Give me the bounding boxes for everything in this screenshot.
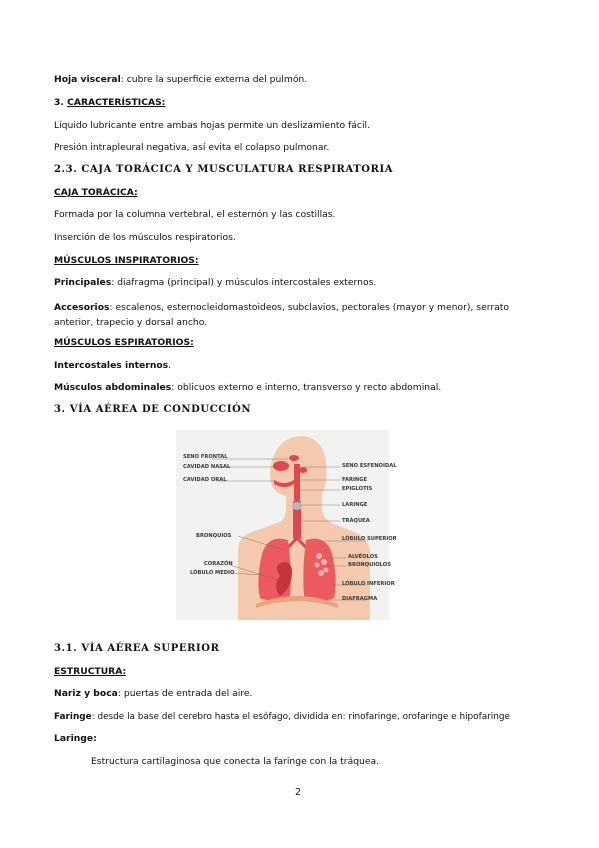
para-principales-label: Principales <box>54 277 112 288</box>
para-abdominales <box>54 382 441 394</box>
label-epiglotis: EPIGLOTIS <box>342 486 373 492</box>
para-accesorios-label: Accesorios <box>54 302 110 313</box>
para-laringe-label: Laringe <box>54 733 94 744</box>
frontal-sinus-shape <box>289 455 299 461</box>
respiratory-system-figure <box>176 430 397 620</box>
para-insercion: Inserción de los músculos respiratorios. <box>54 232 236 243</box>
para-liquido: Líquido lubricante entre ambas hojas permite un deslizamiento fácil. <box>54 120 371 131</box>
page-number: 2 <box>295 787 302 798</box>
heading-via-superior: 3.1. VÍA AÉREA SUPERIOR <box>54 643 220 654</box>
larynx-shape <box>292 502 302 510</box>
para-abdominales-label: Músculos abdominales <box>54 382 172 393</box>
label-faringe: FARINGE <box>342 477 368 483</box>
para-faringe-text: : desde la base del cerebro hasta el esófago, dividida en: rinofaringe, orofaringe e hipofaringe <box>91 712 510 722</box>
nasal-cavity-shape <box>273 461 289 471</box>
label-bronquios: BRONQUIOS <box>196 533 232 539</box>
heading-espiratorios: MÚSCULOS ESPIRATORIOS: <box>54 337 194 348</box>
heading-caja-toracica-section: 2.3. CAJA TORÁCICA Y MUSCULATURA RESPIRATORIA <box>54 164 394 175</box>
label-lobulo-inferior: LÓBULO INFERIOR <box>342 581 395 587</box>
label-bronquiolos: BRONQUIOLOS <box>348 562 391 568</box>
para-nariz-label: Nariz y boca <box>54 688 118 699</box>
para-hoja-visceral-label: Hoja visceral <box>54 74 121 85</box>
para-nariz <box>54 688 252 700</box>
label-diafragma: DIAFRAGMA <box>342 596 378 602</box>
para-laringe <box>54 733 97 745</box>
label-traquea: TRÁQUEA <box>342 518 370 524</box>
para-hoja-visceral-text: : cubre la superficie externa del pulmón. <box>120 74 308 85</box>
para-nariz-text: : puertas de entrada del aire. <box>117 688 253 699</box>
label-seno-frontal: SENO FRONTAL <box>183 454 228 460</box>
label-lobulo-superior: LÓBULO SUPERIOR <box>342 536 397 542</box>
para-principales-text: : diafragma (principal) y músculos intercostales externos. <box>111 277 377 288</box>
para-intercostales-label: Intercostales internos <box>54 360 169 371</box>
label-laringe: LARINGE <box>342 502 368 508</box>
pharynx-shape <box>294 464 300 500</box>
heading-inspiratorios: MÚSCULOS INSPIRATORIOS: <box>54 255 199 266</box>
para-intercostales-text: . <box>168 360 172 371</box>
para-faringe <box>54 711 510 723</box>
para-hoja-visceral <box>54 74 307 86</box>
label-seno-esfenoidal: SENO ESFENOIDAL <box>342 463 397 469</box>
para-abdominales-text: : oblicuos externo e interno, transverso y recto abdominal. <box>171 382 442 393</box>
label-cavidad-nasal: CAVIDAD NASAL <box>183 464 231 470</box>
label-lobulo-medio: LÓBULO MEDIO <box>190 570 235 576</box>
sphenoid-sinus-shape <box>299 467 307 473</box>
para-formada: Formada por la columna vertebral, el esternón y las costillas. <box>54 209 336 220</box>
label-corazon: CORAZÓN <box>204 561 233 567</box>
para-accesorios <box>54 300 534 330</box>
para-presion: Presión intrapleural negativa, así evita el colapso pulmonar. <box>54 142 330 153</box>
heading-caracteristicas-text: CARACTERÍSTICAS: <box>67 97 166 108</box>
heading-via-aerea: 3. VÍA AÉREA DE CONDUCCIÓN <box>54 404 252 415</box>
para-laringe-text: : <box>93 733 97 744</box>
heading-caracteristicas <box>54 97 165 109</box>
heading-caja-toracica: CAJA TORÁCICA: <box>54 187 138 198</box>
para-accesorios-text: : escalenos, esternocleidomastoideos, subclavios, pectorales (mayor y menor), serrato anterior, trapecio y dorsal ancho. <box>54 302 509 328</box>
label-alveolos: ALVÉOLOS <box>348 554 378 560</box>
heading-estructura: ESTRUCTURA: <box>54 666 127 677</box>
para-principales <box>54 277 376 289</box>
para-intercostales <box>54 360 171 372</box>
heading-caracteristicas-number: 3. <box>54 97 68 108</box>
para-laringe-desc: Estructura cartilaginosa que conecta la faringe con la tráquea. <box>91 756 380 767</box>
para-faringe-label: Faringe <box>54 712 92 722</box>
label-cavidad-oral: CAVIDAD ORAL <box>183 477 227 483</box>
